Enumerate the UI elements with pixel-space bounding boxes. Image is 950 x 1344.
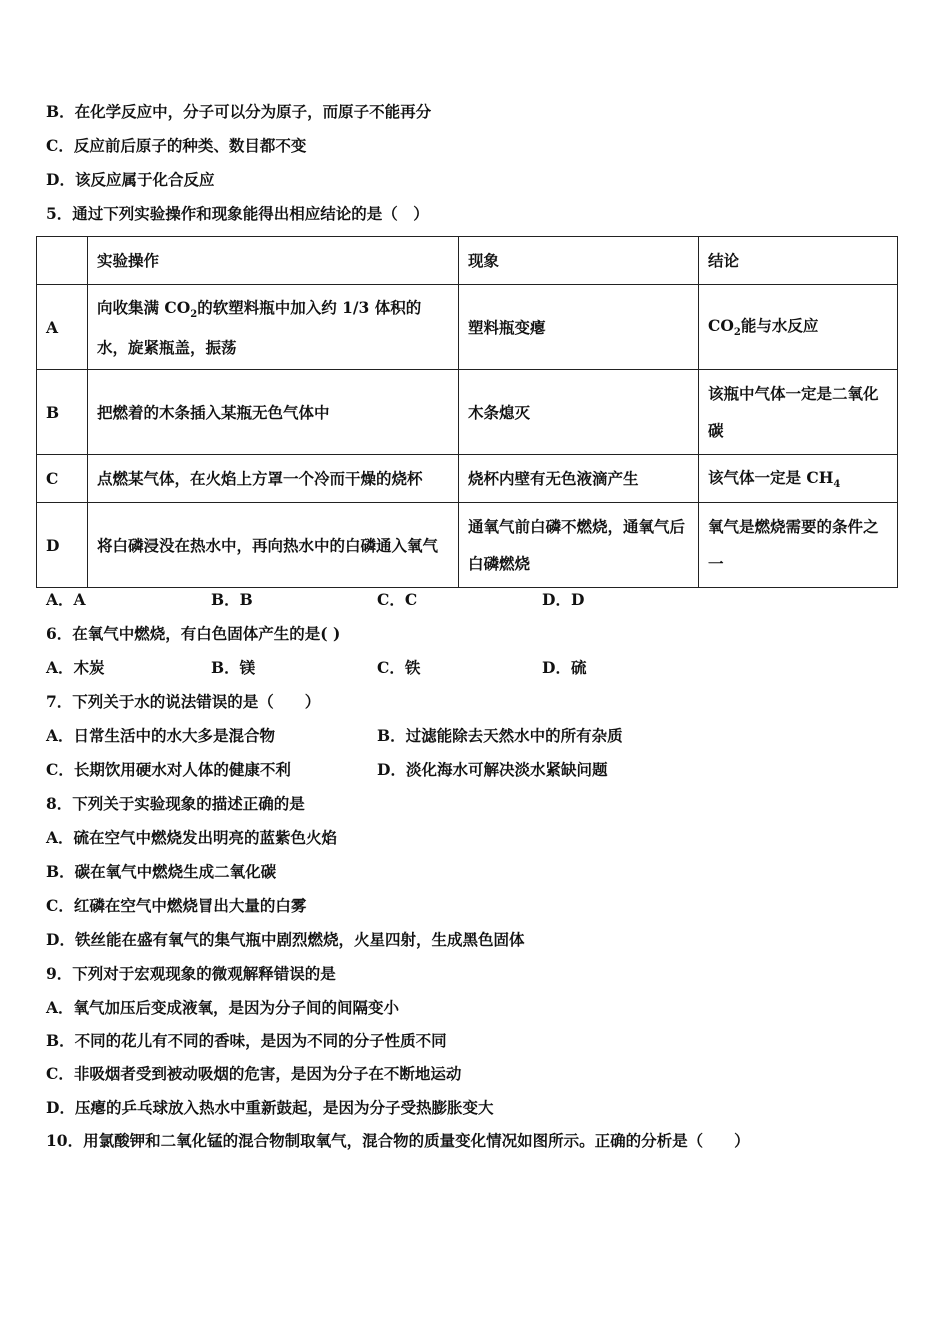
q8-option-b: B．碳在氧气中燃烧生成二氧化碳 — [46, 862, 277, 881]
q6-option-d: D．硫 — [542, 658, 587, 677]
q8-stem: 8．下列关于实验现象的描述正确的是 — [46, 794, 305, 813]
q7-option-c: C．长期饮用硬水对人体的健康不利 — [46, 760, 291, 779]
header-cell-phenomenon: 现象 — [459, 237, 699, 285]
op-subscript: 2 — [190, 308, 198, 320]
row-label: D — [37, 503, 88, 588]
q5-option-c: C．C — [377, 590, 418, 609]
q6-option-b: B．镁 — [211, 658, 256, 677]
q9-option-c: C．非吸烟者受到被动吸烟的危害，是因为分子在不断地运动 — [46, 1064, 462, 1083]
row-phenomenon: 通氧气前白磷不燃烧，通氧气后白磷燃烧 — [459, 503, 699, 588]
q7-stem: 7．下列关于水的说法错误的是（ ） — [46, 692, 321, 711]
q9-stem: 9．下列对于宏观现象的微观解释错误的是 — [46, 964, 336, 983]
header-cell-conclusion: 结论 — [699, 237, 898, 285]
q9-option-d: D．压瘪的乒乓球放入热水中重新鼓起，是因为分子受热膨胀变大 — [46, 1098, 494, 1117]
row-operation: 将白磷浸没在热水中，再向热水中的白磷通入氧气 — [88, 503, 459, 588]
q5-option-b: B．B — [211, 590, 253, 609]
conc-text-pre: 该气体一定是 CH — [708, 467, 834, 487]
header-cell-blank — [37, 237, 88, 285]
row-conclusion: 该瓶中气体一定是二氧化碳 — [699, 370, 898, 455]
row-label: A — [37, 285, 88, 370]
row-label: B — [37, 370, 88, 455]
header-cell-operation: 实验操作 — [88, 237, 459, 285]
op-text-pre: 向收集满 CO — [97, 297, 191, 317]
q4-option-d: D．该反应属于化合反应 — [46, 170, 215, 189]
q8-option-d: D．铁丝能在盛有氧气的集气瓶中剧烈燃烧，火星四射，生成黑色固体 — [46, 930, 525, 949]
conc-text-post: 能与水反应 — [740, 316, 819, 335]
row-operation — [88, 285, 459, 370]
q9-option-a: A．氧气加压后变成液氧，是因为分子间的间隔变小 — [46, 998, 400, 1017]
q4-option-c: C．反应前后原子的种类、数目都不变 — [46, 136, 307, 155]
table-row — [37, 370, 898, 455]
q7-option-d: D．淡化海水可解决淡水紧缺问题 — [377, 760, 608, 779]
q5-option-d: D．D — [542, 590, 585, 609]
row-phenomenon: 塑料瓶变瘪 — [459, 285, 699, 370]
row-label: C — [37, 455, 88, 503]
row-phenomenon: 烧杯内壁有无色液滴产生 — [459, 455, 699, 503]
row-conclusion: 氧气是燃烧需要的条件之一 — [699, 503, 898, 588]
table-row — [37, 285, 898, 370]
conc-subscript: 4 — [833, 478, 841, 490]
conc-subscript: 2 — [733, 327, 741, 338]
q6-option-a: A．木炭 — [46, 658, 105, 677]
q6-option-c: C．铁 — [377, 658, 421, 677]
row-operation: 把燃着的木条插入某瓶无色气体中 — [88, 370, 459, 455]
row-phenomenon: 木条熄灭 — [459, 370, 699, 455]
q5-stem: 5．通过下列实验操作和现象能得出相应结论的是（ ） — [46, 204, 429, 223]
q8-option-a: A．硫在空气中燃烧发出明亮的蓝紫色火焰 — [46, 828, 338, 847]
q7-option-a: A．日常生活中的水大多是混合物 — [46, 726, 276, 745]
table-header-row — [37, 237, 898, 285]
q9-option-b: B．不同的花儿有不同的香味，是因为不同的分子性质不同 — [46, 1031, 447, 1050]
q10-stem: 10．用氯酸钾和二氧化锰的混合物制取氧气，混合物的质量变化情况如图所示。正确的分析是（ ） — [46, 1131, 750, 1150]
row-conclusion — [699, 285, 898, 370]
table-row — [37, 503, 898, 588]
conc-text-pre: CO — [708, 316, 734, 335]
q4-option-b: B．在化学反应中，分子可以分为原子，而原子不能再分 — [46, 102, 432, 121]
table-row — [37, 455, 898, 503]
q8-option-c: C．红磷在空气中燃烧冒出大量的白雾 — [46, 896, 307, 915]
op-text-post: 的软塑料瓶中加入约 1/3 体积的水，旋紧瓶盖，振荡 — [97, 297, 422, 357]
row-conclusion — [699, 455, 898, 503]
experiment-table — [36, 236, 898, 588]
q7-option-b: B．过滤能除去天然水中的所有杂质 — [377, 726, 623, 745]
row-operation: 点燃某气体，在火焰上方罩一个冷而干燥的烧杯 — [88, 455, 459, 503]
q5-option-a: A．A — [46, 590, 86, 609]
q6-stem: 6．在氧气中燃烧，有白色固体产生的是( ) — [46, 624, 341, 643]
